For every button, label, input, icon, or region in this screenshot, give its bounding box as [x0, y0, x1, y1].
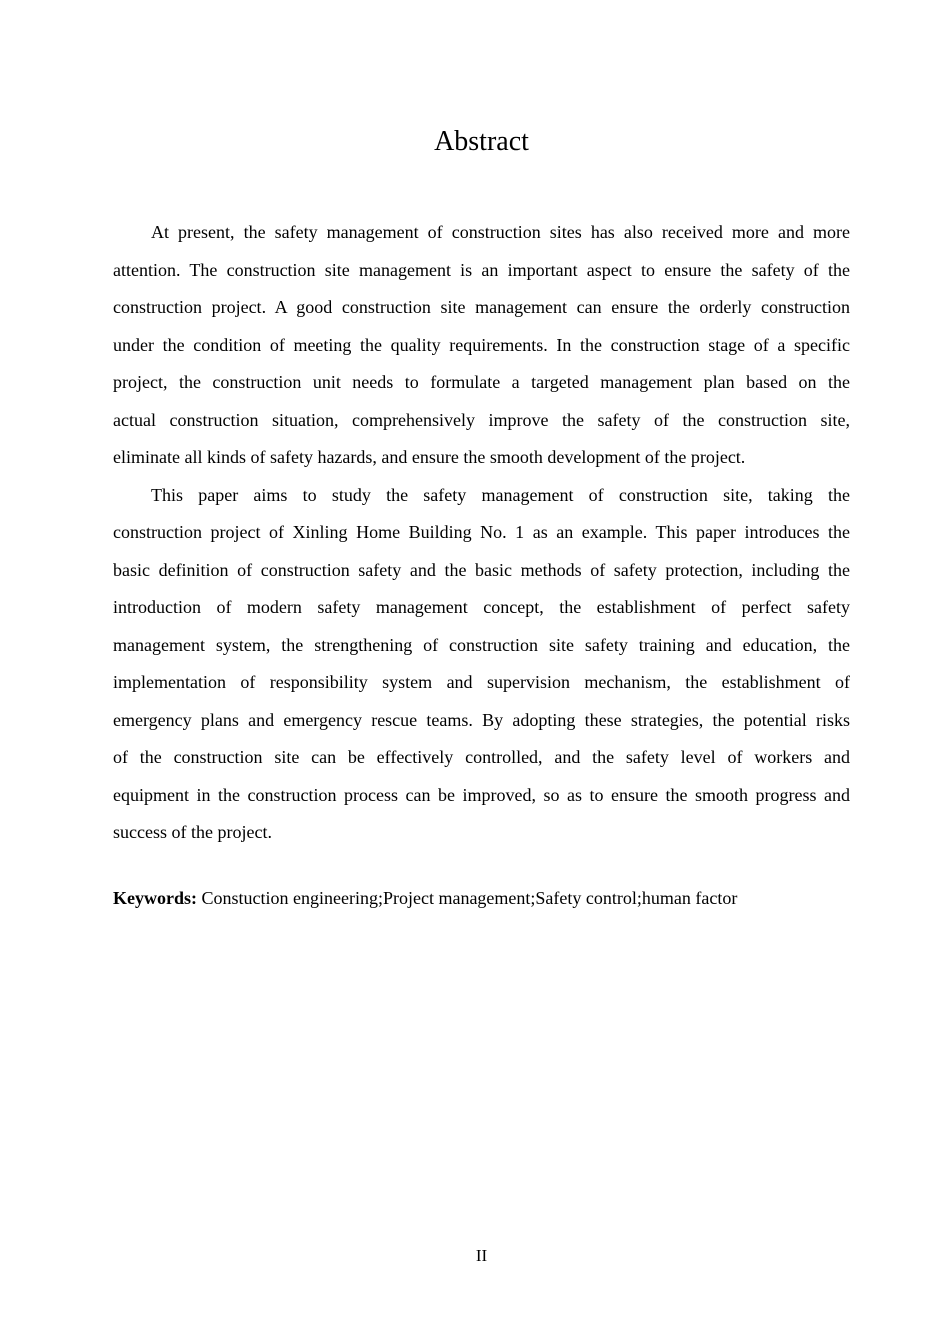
keywords-label: Keywords: [113, 888, 197, 908]
page-number: II [475, 1246, 488, 1265]
text-line: under the condition of meeting the quality requirements. In the construction stage of a specific [113, 334, 850, 355]
text-line: construction project of Xinling Home Building No. 1 as an example. This paper introduces the [113, 522, 850, 542]
abstract-body [113, 214, 850, 852]
text-line: emergency plans and emergency rescue teams. By adopting these strategies, the potential risks [113, 709, 850, 730]
text-line: actual construction situation, comprehensively improve the safety of the construction site, [113, 409, 850, 430]
abstract-paragraph-1 [113, 214, 850, 477]
text-line: of the construction site can be effectively controlled, and the safety level of workers and [113, 747, 850, 767]
text-line: eliminate all kinds of safety hazards, and ensure the smooth development of the project. [113, 447, 746, 467]
page-title: Abstract [434, 126, 529, 157]
keywords-text: Constuction engineering;Project management;Safety control;human factor [201, 888, 738, 908]
text-line: basic definition of construction safety and the basic methods of safety protection, including the [113, 559, 850, 580]
abstract-paragraph-2 [113, 477, 850, 852]
text-line: attention. The construction site management is an important aspect to ensure the safety of the [113, 259, 850, 280]
text-line: implementation of responsibility system and supervision mechanism, the establishment of [113, 672, 850, 692]
text-line: construction project. A good construction site management can ensure the orderly construction [113, 297, 850, 317]
text-line: project, the construction unit needs to formulate a targeted management plan based on the [113, 372, 850, 392]
text-line: success of the project. [113, 822, 272, 842]
keywords-line [113, 880, 850, 918]
text-line: management system, the strengthening of construction site safety training and education, the [113, 634, 850, 655]
text-line: introduction of modern safety management concept, the establishment of perfect safety [113, 597, 850, 617]
text-line: This paper aims to study the safety management of construction site, taking the [151, 484, 850, 505]
text-line: equipment in the construction process can be improved, so as to ensure the smooth progress and [113, 784, 850, 805]
text-line: At present, the safety management of construction sites has also received more and more [151, 222, 850, 242]
